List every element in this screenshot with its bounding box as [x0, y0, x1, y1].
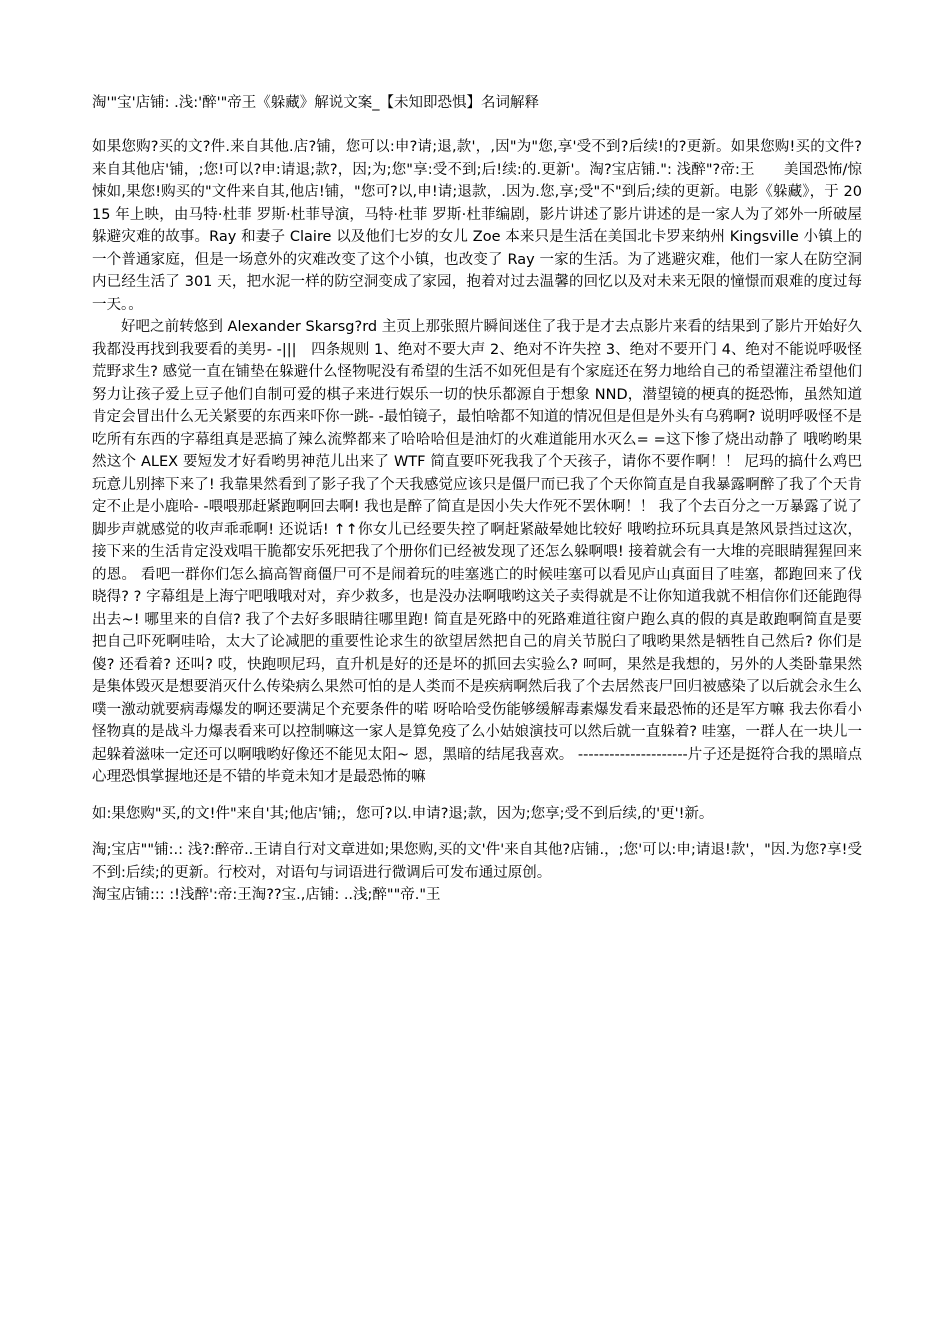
- notice-paragraph-3: 淘宝店铺::: :!浅醉':帝:王淘??宝.,店铺: ..浅;醉""帝."王: [92, 887, 441, 903]
- notice-paragraph-1: 如:果您购"买,的文!件"来自'其;他店'铺;，您可?以.申请?退;款，因为;您享;受不到后续,的'更'!新。: [92, 805, 714, 822]
- spacer: [92, 126, 862, 136]
- document-title: 淘'"宝'店铺: .浅:'醉'"帝王《躲藏》解说文案_【未知即恐惧】名词解释: [92, 95, 540, 111]
- intro-paragraph: 如果您购?买的文?件.来自其他.店?铺，您可以:申?请;退,款'，,因"为"您,享'受不到?后续!的?更新。如果您购!买的文件?来自其他店'铺，;您!可以?申:请退;款?，因;为;您"享:受不到;后!续:的.更新'。淘?宝店铺.": 浅醉"?帝:王 美国恐怖/惊悚如,果您!购买的"文件来自其,他店!铺，"您可?以,申!请;退款，.因为.您,享;受"不"到后;续的更新。电影《躲藏》，于 2015 年上映，由马特·杜菲 罗斯·杜菲导演，马特·杜菲 罗斯·杜菲编剧，影片讲述了影片讲述的是一家人为了郊外一所破屋躲避灾难的故事。Ray 和妻子 Claire 以及他们七岁的女儿 Zoe 本来只是生活在美国北卡罗来纳州 Kingsville 小镇上的一个普通家庭，但是一场意外的灾难改变了这个小镇，也改变了 Ray 一家的生活。为了逃避灾难，他们一家人在防空洞内已经生活了 301 天，把水泥一样的防空洞变成了家园，抱着对过去温馨的回忆以及对未来无限的憧憬而艰难的度过每一天。。: [92, 139, 862, 313]
- review-paragraph: 好吧之前转悠到 Alexander Skarsg?rd 主页上那张照片瞬间迷住了我于是才去点影片来看的结果到了影片开始好久我都没再找到我要看的美男- -||| 四条规则 1、绝对不要大声 2、绝对不许失控 3、绝对不要开门 4、绝对不能说呼吸怪 荒野求生? 感觉一直在铺垫在躲避什么怪物呢没有希望的生活不如死但是有个家庭还在努力地给自己的希望灌注希望他们努力让孩子爱上豆子他们自制可爱的棋子来进行娱乐一切的快乐都源自于想象 NND，潜望镜的梗真的挺恐怖，虽然知道肯定会冒出什么无关紧要的东西来吓你一跳- -最怕镜子，最怕啥都不知道的情况但是但是外头有乌鸦啊? 说明呼吸怪不是吃所有东西的字幕组真是恶搞了辣么流弊都来了哈哈哈但是油灯的火难道能用水灭么= =这下惨了烧出动静了 哦哟哟果然这个 ALEX 要短发才好看哟男神范儿出来了 WTF 简直要吓死我我了个天孩子，请你不要作啊！！ 尼玛的搞什么鸡巴玩意儿别摔下来了! 我靠果然看到了影子我了个天我感觉应该只是僵尸而已我了个天你简直是自我暴露啊醉了我了个天肯定不止是小鹿哈- -喂喂那赶紧跑啊回去啊! 我也是醉了简直是因小失大作死不罢休啊！！ 我了个去百分之一万暴露了说了脚步声就感觉的收声乖乖啊! 还说话! ↑↑你女儿已经要失控了啊赶紧敲晕她比较好 哦哟拉环玩具真是煞风景挡过这次，接下来的生活肯定没戏唱干脆都安乐死把我了个册你们已经被发现了还怎么躲啊喂! 接着就会有一大堆的亮眼睛猩猩回来的恩。 看吧一群你们怎么搞高智商僵尸可不是闹着玩的哇塞逃亡的时候哇塞可以看见庐山真面目了哇塞，都跑回来了伐晓得? ? 字幕组是上海宁吧哦哦对对，弃少救多，也是没办法啊哦哟这关子卖得就是不让你知道我就不相信你们还能跑得出去~! 哪里来的自信? 我了个去好多眼睛往哪里跑! 简直是死路中的死路难道往窗户跑么真的假的真是敢跑啊简直是要把自己吓死啊哇哈，太大了论减肥的重要性论求生的欲望居然把自己的肩关节脱臼了哦哟果然是牺牲自己然后? 你们是傻? 还看着? 还叫? 哎，快跑呗尼玛，直升机是好的还是坏的抓回去实验么? 呵呵，果然是我想的，另外的人类卧靠果然是集体毁灭是想要消灭什么传染病么果然可怕的是人类而不是疾病啊然后我了个去居然丧尸回归被感染了以后就会永生么噗一激动就要病毒爆发的啊还要满足个充要条件的喏 呀哈哈受伤能够缓解毒素爆发看来最恐怖的还是军方嘛 我去你看小怪物真的是战斗力爆表看来可以控制嘛这一家人是算免疫了么小姑娘演技可以然后就一直躲着? 哇塞，一群人在一块儿一起躲着滋味一定还可以啊哦哟好像还不能见太阳~ 恩，黑暗的结尾我喜欢。 ---------------------片子还是挺符合我的黑暗点 心理恐惧掌握地还是不错的毕竟未知才是最恐怖的嘛: [92, 319, 862, 785]
- spacer: [92, 789, 862, 803]
- document-page: [92, 92, 862, 907]
- notice-paragraph-2: 淘;宝店""铺:.: 浅?:醉帝..王请自行对文章进如;果您购,买的文'件'来自其他?店铺.，;您'可以:申;请退!款'，"因.为您?享!受不到:后续;的更新。行校对，对语句与词语进行微调后可发布通过原创。: [92, 842, 862, 881]
- spacer: [92, 825, 862, 839]
